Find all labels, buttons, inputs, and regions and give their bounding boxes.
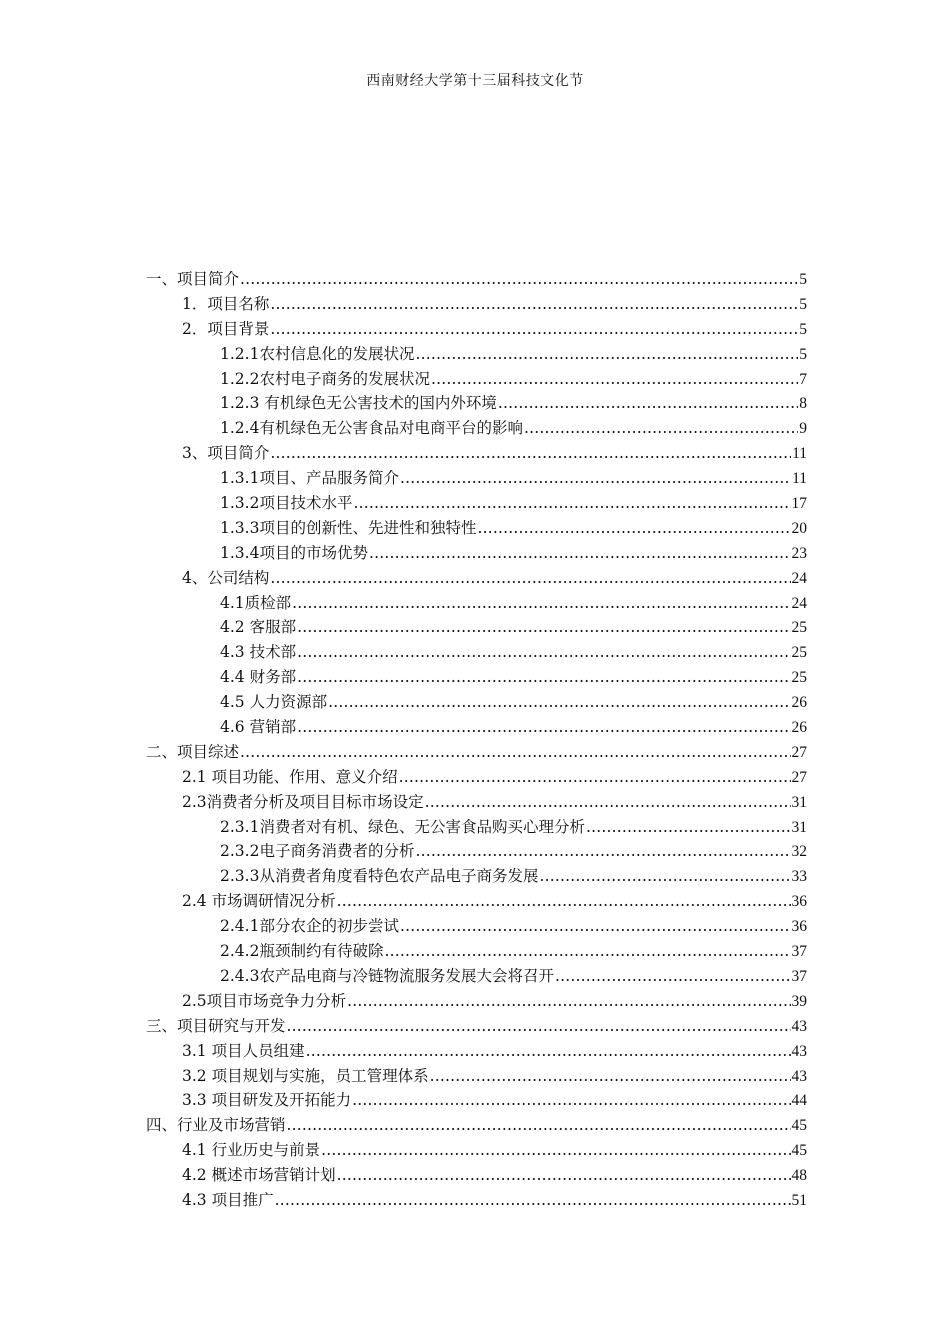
toc-entry-page-number: 8 [799, 395, 807, 413]
toc-entry-page-number: 27 [791, 768, 807, 786]
toc-dot-leader [275, 1188, 791, 1213]
toc-dot-leader [430, 1064, 791, 1089]
toc-entry-title: 3.1 项目人员组建 [182, 1041, 305, 1060]
toc-dot-leader [287, 1014, 791, 1039]
toc-entry-page-number: 31 [791, 818, 807, 836]
toc-dot-leader [477, 516, 790, 541]
toc-entry-title: 1.2.2农村电子商务的发展状况 [220, 369, 430, 388]
toc-entry-page-number: 11 [792, 470, 807, 488]
toc-entry-title: 4.4 财务部 [220, 668, 297, 687]
toc-entry-page-number: 5 [799, 295, 807, 313]
toc-entry-page-number: 26 [791, 719, 807, 737]
toc-dot-leader [353, 491, 790, 516]
toc-dot-leader [292, 591, 790, 616]
table-of-contents [146, 267, 807, 1213]
toc-dot-leader [270, 566, 790, 591]
toc-dot-leader [287, 1113, 791, 1138]
toc-dot-leader [328, 690, 790, 715]
toc-entry[interactable] [146, 889, 807, 914]
toc-dot-leader [555, 964, 791, 989]
toc-entry-title: 三、项目研究与开发 [146, 1016, 286, 1035]
toc-entry[interactable] [146, 989, 807, 1014]
toc-dot-leader [384, 939, 790, 964]
toc-entry-page-number: 37 [791, 967, 807, 985]
toc-entry-page-number: 17 [791, 495, 807, 513]
toc-entry[interactable] [146, 1113, 807, 1138]
toc-entry[interactable] [146, 367, 807, 392]
toc-dot-leader [415, 839, 790, 864]
toc-dot-leader [400, 914, 791, 939]
toc-entry[interactable] [146, 1138, 807, 1163]
toc-dot-leader [498, 391, 798, 416]
toc-dot-leader [270, 441, 791, 466]
toc-entry-title: 1.3.3项目的创新性、先进性和独特性 [220, 518, 477, 537]
toc-entry-page-number: 36 [791, 918, 807, 936]
toc-dot-leader [415, 342, 798, 367]
toc-entry-title: 2.3消费者分析及项目目标市场设定 [182, 792, 424, 811]
toc-entry-title: 3.2 项目规划与实施，员工管理体系 [182, 1066, 429, 1085]
toc-entry[interactable] [146, 541, 807, 566]
toc-entry-title: 3、项目简介 [182, 444, 270, 463]
toc-entry-page-number: 27 [791, 743, 807, 761]
toc-entry-title: 1.2.4有机绿色无公害食品对电商平台的影响 [220, 419, 523, 438]
toc-dot-leader [321, 1138, 790, 1163]
toc-entry-page-number: 26 [791, 694, 807, 712]
toc-entry[interactable] [146, 1088, 807, 1113]
toc-dot-leader [297, 665, 790, 690]
toc-entry[interactable] [146, 640, 807, 665]
toc-entry-page-number: 24 [791, 594, 807, 612]
toc-dot-leader [306, 1039, 791, 1064]
toc-entry-title: 2．项目背景 [182, 319, 270, 338]
toc-entry-title: 二、项目综述 [146, 742, 240, 761]
toc-entry-title: 4.5 人力资源部 [220, 693, 328, 712]
toc-dot-leader [400, 466, 791, 491]
toc-entry-title: 4.1质检部 [220, 593, 292, 612]
toc-entry[interactable] [146, 292, 807, 317]
toc-entry[interactable] [146, 815, 807, 840]
toc-entry-title: 2.4.3农产品电商与冷链物流服务发展大会将召开 [220, 966, 554, 985]
toc-dot-leader [539, 864, 790, 889]
toc-entry-page-number: 25 [791, 644, 807, 662]
toc-entry[interactable] [146, 939, 807, 964]
toc-entry-page-number: 45 [791, 1117, 807, 1135]
toc-entry-page-number: 48 [791, 1167, 807, 1185]
toc-entry-title: 1.3.1项目、产品服务简介 [220, 469, 399, 488]
toc-entry-page-number: 5 [799, 271, 807, 288]
toc-entry-title: 2.4 市场调研情况分析 [182, 892, 336, 911]
toc-dot-leader [240, 740, 790, 765]
toc-entry[interactable] [146, 914, 807, 939]
toc-entry-page-number: 25 [791, 669, 807, 687]
toc-entry[interactable] [146, 591, 807, 616]
toc-dot-leader [337, 889, 791, 914]
toc-dot-leader [586, 815, 791, 840]
toc-entry-page-number: 36 [791, 893, 807, 911]
toc-entry-page-number: 51 [791, 1191, 807, 1209]
toc-dot-leader [431, 367, 798, 392]
toc-entry-page-number: 23 [791, 544, 807, 562]
toc-entry-title: 1.2.3 有机绿色无公害技术的国内外环境 [220, 394, 497, 413]
toc-dot-leader [399, 765, 791, 790]
toc-entry[interactable] [146, 441, 807, 466]
toc-entry-title: 4.2 客服部 [220, 618, 297, 637]
toc-entry-page-number: 5 [799, 320, 807, 338]
toc-entry-page-number: 43 [791, 1042, 807, 1060]
toc-entry[interactable] [146, 665, 807, 690]
toc-entry[interactable] [146, 864, 807, 889]
toc-entry-title: 4.3 项目推广 [182, 1190, 274, 1209]
toc-entry-title: 1．项目名称 [182, 294, 270, 313]
toc-dot-leader [297, 640, 790, 665]
toc-entry[interactable] [146, 715, 807, 740]
toc-entry[interactable] [146, 1014, 807, 1039]
toc-entry-page-number: 43 [791, 1067, 807, 1085]
toc-entry-page-number: 9 [799, 420, 807, 438]
toc-entry-page-number: 5 [799, 345, 807, 363]
toc-entry-page-number: 31 [791, 793, 807, 811]
toc-dot-leader [270, 292, 798, 317]
toc-entry-page-number: 24 [791, 569, 807, 587]
toc-entry-title: 1.2.1农村信息化的发展状况 [220, 344, 415, 363]
toc-entry-title: 1.3.2项目技术水平 [220, 494, 353, 513]
toc-entry-page-number: 33 [791, 868, 807, 886]
toc-dot-leader [425, 790, 791, 815]
toc-entry[interactable] [146, 342, 807, 367]
toc-entry-page-number: 20 [791, 519, 807, 537]
toc-entry-title: 4.1 行业历史与前景 [182, 1141, 321, 1160]
toc-dot-leader [297, 715, 790, 740]
toc-entry-title: 1.3.4项目的市场优势 [220, 543, 368, 562]
toc-dot-leader [240, 267, 798, 292]
toc-entry[interactable] [146, 1064, 807, 1089]
toc-entry[interactable] [146, 690, 807, 715]
toc-entry-title: 2.1 项目功能、作用、意义介绍 [182, 767, 398, 786]
toc-entry-title: 4.2 概述市场营销计划 [182, 1166, 336, 1185]
toc-entry-title: 2.4.2瓶颈制约有待破除 [220, 942, 384, 961]
toc-entry[interactable] [146, 765, 807, 790]
toc-entry[interactable] [146, 1039, 807, 1064]
toc-entry-title: 四、行业及市场营销 [146, 1116, 286, 1135]
toc-entry[interactable] [146, 1188, 807, 1213]
toc-entry-title: 2.5项目市场竞争力分析 [182, 991, 347, 1010]
toc-entry[interactable] [146, 491, 807, 516]
toc-dot-leader [297, 615, 790, 640]
toc-entry[interactable] [146, 391, 807, 416]
toc-entry[interactable] [146, 466, 807, 491]
toc-dot-leader [337, 1163, 791, 1188]
toc-entry[interactable] [146, 317, 807, 342]
toc-entry-title: 2.3.3从消费者角度看特色农产品电子商务发展 [220, 867, 539, 886]
toc-entry-title: 4.6 营销部 [220, 718, 297, 737]
toc-entry-title: 2.4.1部分农企的初步尝试 [220, 917, 399, 936]
page-header: 西南财经大学第十三届科技文化节 [366, 73, 584, 89]
toc-entry[interactable] [146, 566, 807, 591]
toc-entry[interactable] [146, 839, 807, 864]
toc-dot-leader [347, 989, 790, 1014]
toc-dot-leader [369, 541, 791, 566]
toc-entry-title: 2.3.2电子商务消费者的分析 [220, 842, 415, 861]
toc-entry-page-number: 45 [791, 1142, 807, 1160]
toc-entry-page-number: 39 [791, 992, 807, 1010]
toc-entry[interactable] [146, 1163, 807, 1188]
toc-entry[interactable] [146, 964, 807, 989]
toc-entry-title: 2.3.1消费者对有机、绿色、无公害食品购买心理分析 [220, 817, 585, 836]
toc-entry[interactable] [146, 740, 807, 765]
toc-dot-leader [524, 416, 798, 441]
toc-entry-page-number: 43 [791, 1017, 807, 1035]
toc-entry[interactable] [146, 416, 807, 441]
toc-entry[interactable] [146, 615, 807, 640]
toc-entry[interactable] [146, 790, 807, 815]
toc-entry-page-number: 44 [791, 1092, 807, 1110]
toc-entry-page-number: 11 [792, 445, 807, 463]
toc-entry-title: 3.3 项目研发及开拓能力 [182, 1091, 352, 1110]
toc-dot-leader [270, 317, 798, 342]
toc-entry-page-number: 37 [791, 943, 807, 961]
toc-entry[interactable] [146, 267, 807, 292]
toc-dot-leader [352, 1088, 790, 1113]
toc-entry-page-number: 25 [791, 619, 807, 637]
toc-entry-page-number: 32 [791, 843, 807, 861]
toc-entry-title: 4.3 技术部 [220, 643, 297, 662]
toc-entry-title: 一、项目简介 [146, 270, 240, 288]
toc-entry-title: 4、公司结构 [182, 568, 270, 587]
toc-entry-page-number: 7 [799, 370, 807, 388]
toc-entry[interactable] [146, 516, 807, 541]
